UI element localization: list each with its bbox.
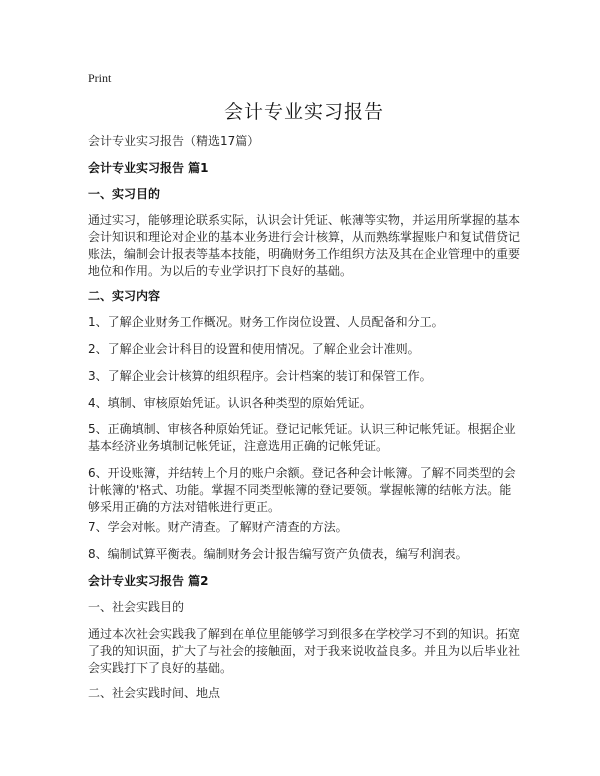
list-item: 2、了解企业会计科目的设置和使用情况。了解企业会计准则。	[88, 342, 420, 356]
list-item: 5、正确填制、审核各种原始凭证。登记记帐凭证。认识三种记帐凭证。根据企业基本经济业务填制记帐凭证，注意选用正确的记帐凭证。	[88, 422, 516, 453]
list-item: 3、了解企业会计核算的组织程序。会计档案的装订和保管工作。	[88, 369, 432, 383]
section-heading-practice-time-place: 二、社会实践时间、地点	[88, 686, 221, 700]
list-item: 1、了解企业财务工作概况。财务工作岗位设置、人员配备和分工。	[88, 315, 444, 329]
section-body-purpose: 通过实习，能够理论联系实际，认识会计凭证、帐薄等实物，并运用所掌握的基本会计知识和理论对企业的基本业务进行会计核算，从而熟练掌握账户和复试借贷记账法，编制会计报表等基本技能，明确财务工作组织方法及其在企业管理中的重要地位和作用。为以后的专业学识打下良好的基础。	[88, 213, 521, 278]
document-title: 会计专业实习报告	[223, 101, 384, 123]
section-body-practice-purpose: 通过本次社会实践我了解到在单位里能够学习到很多在学校学习不到的知识。拓宽了我的知识面，扩大了与社会的接触面，对于我来说收益良多。并且为以后毕业社会实践打下了良好的基础。	[88, 627, 521, 675]
article-1-heading: 会计专业实习报告 篇1	[88, 161, 209, 175]
list-item: 7、学会对帐。财产清查。了解财产清查的方法。	[88, 520, 348, 534]
article-2-heading: 会计专业实习报告 篇2	[88, 574, 209, 588]
list-item: 4、填制、审核原始凭证。认识各种类型的原始凭证。	[88, 396, 372, 410]
document-subtitle: 会计专业实习报告（精选17篇）	[88, 134, 260, 148]
section-heading-content: 二、实习内容	[88, 289, 161, 303]
section-heading-purpose: 一、实习目的	[88, 187, 161, 201]
list-item: 6、开设账簿，并结转上个月的账户余额。登记各种会计帐簿。了解不同类型的会计帐簿的'格式、功能。掌握不同类型帐簿的登记要领。掌握帐簿的结帐方法。能够采用正确的方法对错帐进行更正。	[88, 466, 516, 514]
list-item: 8、编制试算平衡表。编制财务会计报告编写资产负债表，编写利润表。	[88, 547, 468, 561]
print-label[interactable]: Print	[88, 71, 112, 85]
section-heading-practice-purpose: 一、社会实践目的	[88, 600, 185, 614]
